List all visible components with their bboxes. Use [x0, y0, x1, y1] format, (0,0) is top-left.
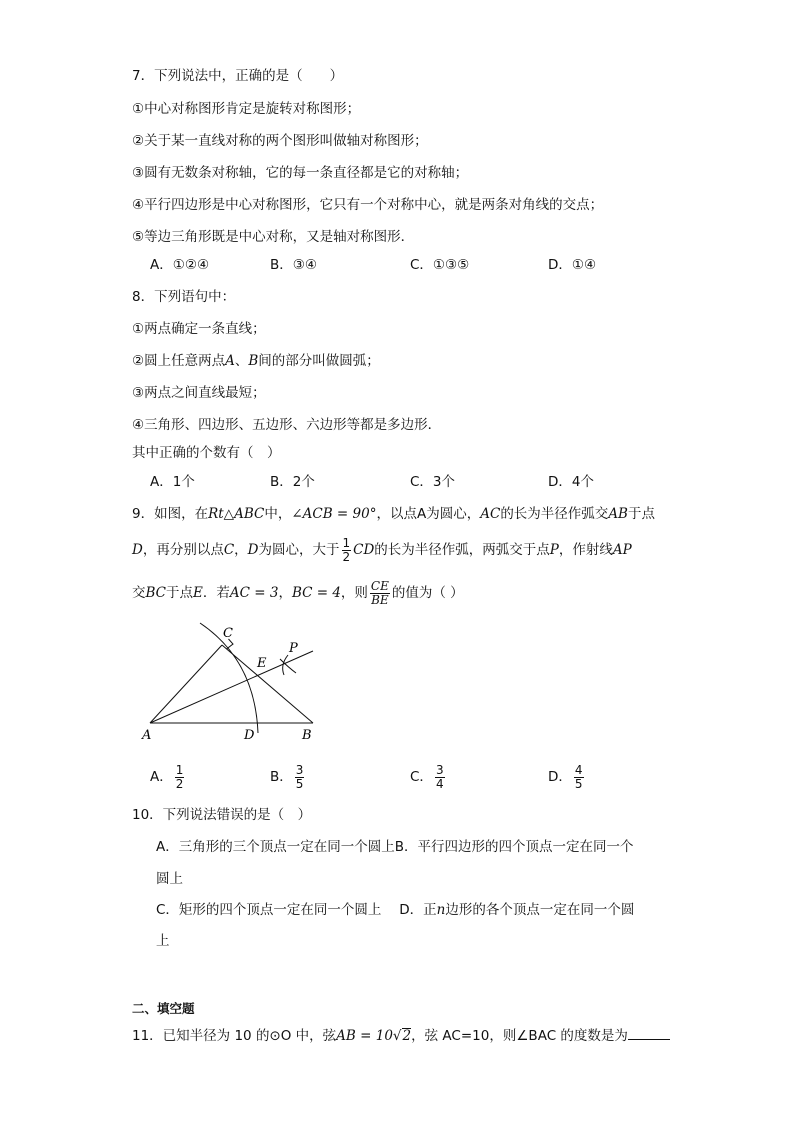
q9-text: ， — [234, 542, 248, 559]
q8-statement-4: ④三角形、四边形、五边形、六边形等都是多边形． — [132, 417, 442, 433]
q9-text: 的长为半径作弧交 — [500, 506, 609, 522]
q10-stem: 10．下列说法错误的是（ ） — [132, 807, 312, 823]
q8-option-a: A．1个 — [150, 474, 195, 490]
q9-text: 的长为半径作弧，两弧交于点 — [374, 542, 550, 559]
arc-p-2 — [283, 655, 288, 675]
q9-point-p: P — [549, 542, 559, 559]
q10-row-2: 圆上 — [156, 871, 183, 887]
q8-option-b: B．2个 — [270, 474, 315, 490]
q10-row-4: 上 — [156, 933, 170, 949]
label-p: P — [289, 641, 298, 656]
q9-text: 中， — [264, 506, 292, 522]
q9-text: ，再分别以点 — [142, 542, 224, 559]
q9-text: ．若 — [202, 585, 230, 602]
q9-given-bc: BC = 4 — [291, 585, 341, 602]
q9-option-b: B． $\frac{3}{5}$ — [270, 763, 304, 791]
q9-ray-ap: AP — [612, 542, 632, 559]
q9-text: ，以点A为圆心， — [376, 506, 481, 522]
q9-fraction-ce-be: $\frac{CE}{BE}$ — [370, 579, 389, 607]
label-e: E — [257, 656, 267, 671]
q7-option-a: A．①②④ — [150, 257, 210, 273]
q9-option-d: D． $\frac{4}{5}$ — [548, 763, 583, 791]
q10-row-3: C．矩形的四个顶点一定在同一个圆上 D．正n边形的各个顶点一定在同一个圆 — [156, 902, 635, 918]
label-a: A — [142, 728, 152, 743]
q8-s2-pre: ②圆上任意两点 — [132, 353, 226, 369]
q9-line-1 — [132, 505, 655, 523]
q10-row-1: A．三角形的三个顶点一定在同一个圆上B．平行四边形的四个顶点一定在同一个 — [156, 839, 634, 855]
label-d: D — [244, 728, 255, 743]
q7-statement-4: ④平行四边形是中心对称图形，它只有一个对称中心，就是两条对角线的交点； — [132, 197, 604, 213]
q7-option-c: C．①③⑤ — [410, 257, 470, 273]
q9-text: ，作射线 — [558, 542, 613, 559]
q9-triangle: Rt△ABC — [208, 506, 265, 522]
q11-stem: 11．已知半径为 10 的⊙O 中，弦AB = 10√2，弦 AC=10，则∠BAC 的度数是为 — [132, 1027, 670, 1045]
q7-stem: 7．下列说法中，正确的是（ ） — [132, 68, 344, 84]
q9-text: ，则 — [340, 585, 368, 602]
q9-segment-cd: CD — [353, 542, 375, 559]
q8-s2-a: A — [225, 353, 235, 369]
q9-point-e: E — [193, 585, 203, 602]
q7-option-d: D．①④ — [548, 257, 597, 273]
q9-line-3 — [132, 580, 464, 606]
q8-statement-1: ①两点确定一条直线； — [132, 321, 266, 337]
q9-text: 交 — [132, 585, 146, 602]
q9-text: 为圆心，大于 — [258, 542, 340, 559]
section-title: 二、填空题 — [132, 1001, 195, 1016]
q8-stem: 8．下列语句中： — [132, 289, 236, 305]
q9-point-c: C — [223, 542, 235, 559]
q9-text: 于点 — [166, 585, 194, 602]
q9-option-a: A． $\frac{1}{2}$ — [150, 763, 184, 791]
answer-blank[interactable] — [628, 1027, 670, 1040]
q9-segment-ab: AB — [608, 506, 628, 522]
q9-angle: ∠ACB = 90° — [291, 506, 377, 522]
q9-point-d: D — [247, 542, 259, 559]
q9-segment-bc: BC — [145, 585, 167, 602]
q9-figure — [130, 615, 330, 745]
q8-s2-mid: 、 — [234, 353, 249, 369]
q8-option-d: D．4个 — [548, 474, 594, 490]
q9-text: 于点 — [627, 506, 655, 522]
q7-statement-5: ⑤等边三角形既是中心对称，又是轴对称图形． — [132, 229, 415, 245]
q9-text: 9．如图，在 — [132, 506, 209, 522]
label-b: B — [302, 728, 312, 743]
q9-point-d: D — [132, 542, 143, 559]
q8-s2-post: 间的部分叫做圆弧； — [258, 353, 380, 369]
q7-statement-1: ①中心对称图形肯定是旋转对称图形； — [132, 101, 361, 117]
q8-option-c: C．3个 — [410, 474, 456, 490]
q8-statement-2 — [132, 352, 380, 370]
ray-ap — [150, 651, 313, 723]
label-c: C — [223, 626, 233, 641]
segment-ac — [150, 645, 222, 723]
q8-statement-3: ③两点之间直线最短； — [132, 385, 266, 401]
q9-line-2 — [132, 537, 632, 563]
q7-option-b: B．③④ — [270, 257, 317, 273]
q9-given-ac: AC = 3 — [229, 585, 279, 602]
q9-fraction-half: $\frac{1}{2}$ — [342, 536, 351, 564]
q8-question: 其中正确的个数有（ ） — [132, 445, 281, 461]
q9-option-c: C． $\frac{3}{4}$ — [410, 763, 444, 791]
q9-segment-ac: AC — [480, 506, 501, 522]
q9-text: 的值为（ ） — [391, 585, 464, 602]
q7-statement-3: ③圆有无数条对称轴，它的每一条直径都是它的对称轴； — [132, 165, 469, 181]
q9-text: ， — [278, 585, 292, 602]
q7-statement-2: ②关于某一直线对称的两个图形叫做轴对称图形； — [132, 133, 428, 149]
q8-s2-b: B — [248, 353, 259, 369]
